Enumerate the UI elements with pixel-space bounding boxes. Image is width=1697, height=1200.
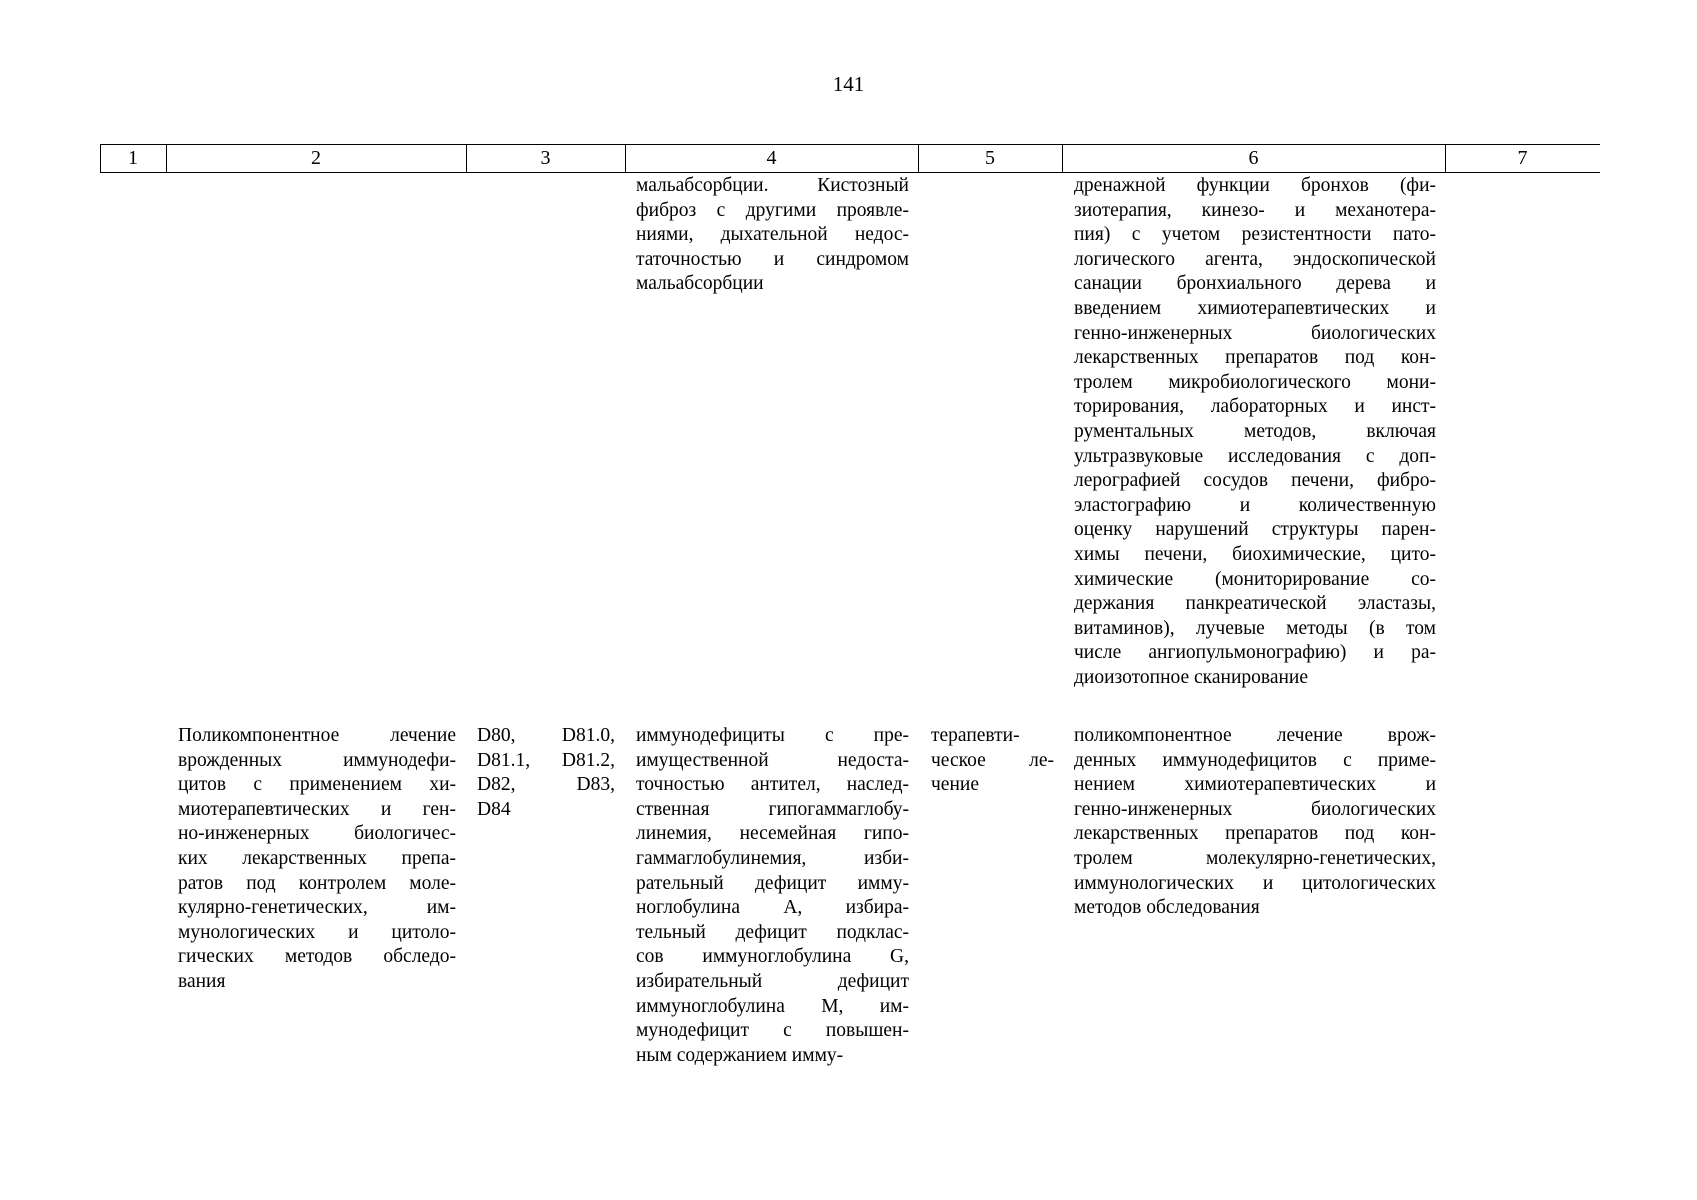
cell-line: ноглобулина A, избира-: [636, 897, 909, 919]
row1-col4-diagnosis: [636, 174, 909, 297]
cell-line: чение: [931, 774, 979, 796]
cell-line: гических методов обследо-: [178, 946, 456, 968]
row2-col5-treatment-kind: [931, 724, 1054, 798]
cell-line: линемия, несемейная гипо-: [636, 823, 909, 845]
table-header-row: [100, 144, 1600, 173]
cell-line: рательный дефицит имму-: [636, 872, 909, 894]
cell-line: D81.1, D81.2,: [477, 749, 615, 771]
row2-col4-diagnosis: [636, 724, 909, 1068]
cell-line: врожденных иммунодефи-: [178, 749, 456, 771]
header-col-1: 1: [128, 147, 138, 169]
cell-line: таточностью и синдромом: [636, 248, 909, 270]
cell-line: тролем молекулярно-генетических,: [1074, 847, 1436, 869]
cell-line: держания панкреатической эластазы,: [1074, 593, 1436, 615]
cell-line: пия) с учетом резистентности пато-: [1074, 224, 1436, 246]
cell-line: эластографию и количественную: [1074, 494, 1436, 516]
cell-line: санации бронхиального дерева и: [1074, 273, 1436, 295]
cell-line: иммуноглобулина M, им-: [636, 995, 909, 1017]
cell-line: химические (мониторирование со-: [1074, 568, 1436, 590]
cell-line: логического агента, эндоскопической: [1074, 248, 1436, 270]
cell-line: D82, D83,: [477, 774, 615, 796]
cell-line: оценку нарушений структуры парен-: [1074, 519, 1436, 541]
cell-line: методов обследования: [1074, 897, 1260, 919]
cell-line: химы печени, биохимические, цито-: [1074, 543, 1436, 565]
row1-col6-treatment-description: [1074, 174, 1436, 690]
cell-line: числе ангиопульмонографию) и ра-: [1074, 642, 1436, 664]
cell-line: терапевти-: [931, 725, 1020, 746]
cell-line: лекарственных препаратов под кон-: [1074, 823, 1436, 845]
cell-line: D84: [477, 798, 511, 820]
row2-col3-icd-codes: [477, 724, 615, 822]
header-col-5: 5: [985, 147, 995, 169]
cell-line: тролем микробиологического мони-: [1074, 371, 1436, 393]
cell-line: тельный дефицит подклас-: [636, 921, 909, 943]
cell-line: мунологических и цитоло-: [178, 921, 456, 943]
cell-line: гаммаглобулинемия, изби-: [636, 847, 909, 869]
header-col-7: 7: [1517, 147, 1528, 169]
cell-line: торирования, лабораторных и инст-: [1074, 396, 1436, 418]
cell-line: витаминов), лучевые методы (в том: [1074, 617, 1436, 639]
cell-line: цитов с применением хи-: [178, 774, 456, 796]
cell-line: иммунологических и цитологических: [1074, 872, 1436, 894]
cell-line: ственная гипогаммаглобу-: [636, 798, 909, 820]
cell-line: мальабсорбции. Кистозный: [636, 175, 909, 196]
cell-line: фиброз с другими проявле-: [636, 199, 909, 221]
cell-line: иммунодефициты с пре-: [636, 725, 909, 746]
cell-line: ческое ле-: [931, 749, 1054, 771]
cell-line: лекарственных препаратов под кон-: [1074, 347, 1436, 369]
cell-line: нением химиотерапевтических и: [1074, 774, 1436, 796]
header-col-6: 6: [1248, 147, 1259, 169]
cell-line: ным содержанием имму-: [636, 1044, 844, 1066]
cell-line: ких лекарственных препа-: [178, 847, 456, 869]
cell-line: поликомпонентное лечение врож-: [1074, 725, 1436, 746]
cell-line: рументальных методов, включая: [1074, 420, 1436, 442]
cell-line: ратов под контролем моле-: [178, 872, 456, 894]
cell-line: точностью антител, наслед-: [636, 774, 909, 796]
cell-line: денных иммунодефицитов с приме-: [1074, 749, 1436, 771]
cell-line: мунодефицит с повышен-: [636, 1020, 909, 1042]
cell-line: лерографией сосудов печени, фибро-: [1074, 470, 1436, 492]
cell-line: Поликомпонентное лечение: [178, 725, 456, 746]
row2-col2-treatment-type: [178, 724, 456, 995]
cell-line: введением химиотерапевтических и: [1074, 297, 1436, 319]
cell-line: миотерапевтических и ген-: [178, 798, 456, 820]
cell-line: зиотерапия, кинезо- и механотера-: [1074, 199, 1436, 221]
cell-line: генно-инженерных биологических: [1074, 322, 1436, 344]
cell-line: диоизотопное сканирование: [1074, 666, 1309, 688]
cell-line: имущественной недоста-: [636, 749, 909, 771]
cell-line: мальабсорбции: [636, 273, 764, 295]
cell-line: сов иммуноглобулина G,: [636, 946, 909, 968]
cell-line: вания: [178, 970, 226, 992]
page-number: 141: [832, 72, 865, 96]
cell-line: ниями, дыхательной недос-: [636, 224, 909, 246]
header-col-4: 4: [766, 147, 777, 169]
cell-line: избирательный дефицит: [636, 970, 909, 992]
row2-col6-treatment-method: [1074, 724, 1436, 921]
cell-line: D80, D81.0,: [477, 725, 615, 746]
header-col-2: 2: [311, 147, 321, 169]
header-col-3: 3: [540, 147, 551, 169]
cell-line: ультразвуковые исследования с доп-: [1074, 445, 1436, 467]
cell-line: но-инженерных биологичес-: [178, 823, 456, 845]
cell-line: кулярно-генетических, им-: [178, 897, 456, 919]
cell-line: генно-инженерных биологических: [1074, 798, 1436, 820]
cell-line: дренажной функции бронхов (фи-: [1074, 175, 1436, 196]
